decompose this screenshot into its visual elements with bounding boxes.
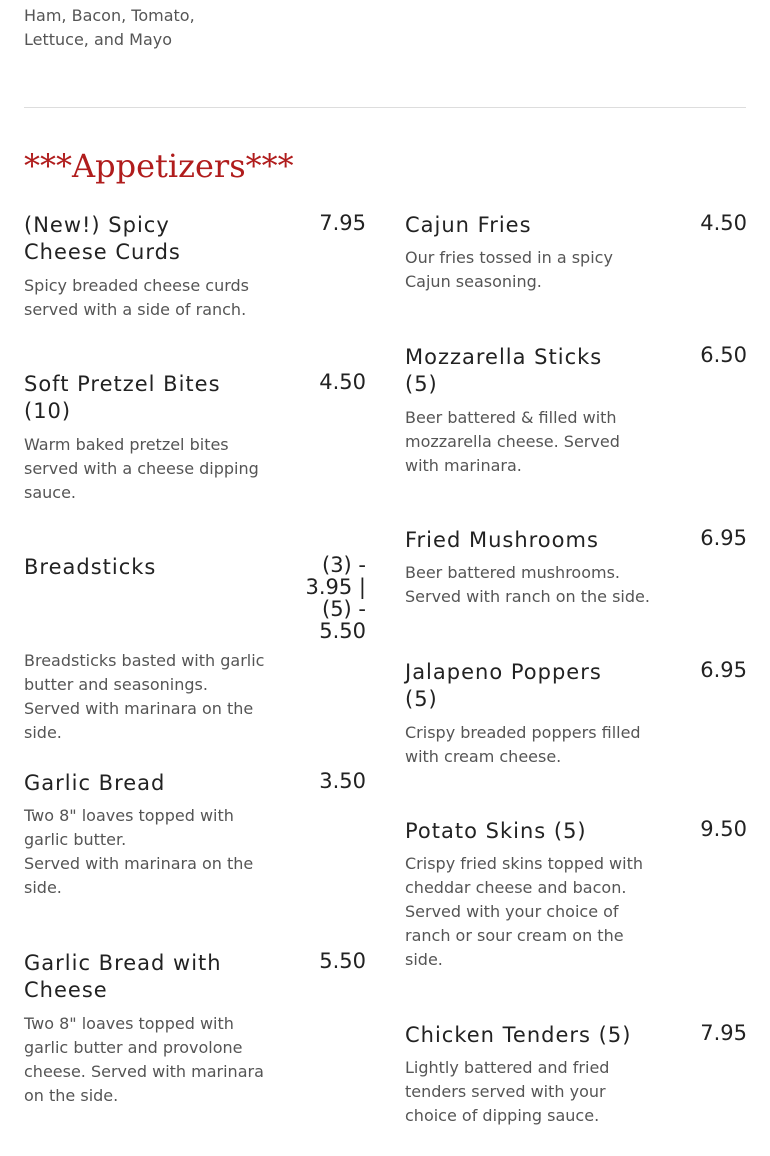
item-price: 7.95	[700, 1021, 747, 1045]
item-description: Two 8" loaves topped with garlic butter. Served with marinara on the side.	[24, 806, 254, 897]
item-price: 7.95	[319, 211, 366, 235]
item-description: Crispy fried skins topped with cheddar cheese and bacon. Served with your choice of ranch or sour cream on the side.	[405, 854, 643, 969]
item-price: 5.50	[319, 949, 366, 973]
item-description: Our fries tossed in a spicy Cajun seasoning.	[405, 248, 613, 291]
item-description: Beer battered & filled with mozzarella cheese. Served with marinara.	[405, 408, 620, 475]
item-description: Two 8" loaves topped with garlic butter and provolone cheese. Served with marinara on the side.	[24, 1014, 264, 1105]
item-description: Breadsticks basted with garlic butter and seasonings. Served with marinara on the side.	[24, 651, 265, 742]
section-title: ***Appetizers***	[24, 147, 294, 185]
item-description: Crispy breaded poppers filled with cream cheese.	[405, 723, 641, 766]
item-price: 4.50	[700, 211, 747, 235]
item-name: Fried Mushrooms	[405, 528, 599, 552]
item-name: Garlic Bread with Cheese	[24, 951, 222, 1002]
item-price: 4.50	[319, 370, 366, 394]
item-price: 9.50	[700, 817, 747, 841]
item-name: Jalapeno Poppers (5)	[405, 660, 602, 711]
item-description: Lightly battered and fried tenders served with your choice of dipping sauce.	[405, 1058, 610, 1125]
item-price: 6.95	[700, 526, 747, 550]
item-name: Chicken Tenders (5)	[405, 1023, 632, 1047]
item-price: 6.50	[700, 343, 747, 367]
item-name: Soft Pretzel Bites (10)	[24, 372, 221, 423]
item-name: Garlic Bread	[24, 771, 166, 795]
item-price: (3) - 3.95 | (5) - 5.50	[305, 553, 366, 643]
item-price: 3.50	[319, 769, 366, 793]
item-description: Beer battered mushrooms. Served with ranch on the side.	[405, 563, 650, 606]
section-divider	[24, 107, 746, 108]
item-name: Breadsticks	[24, 555, 157, 579]
previous-item-description: Ham, Bacon, Tomato, Lettuce, and Mayo	[24, 6, 195, 49]
item-price: 6.95	[700, 658, 747, 682]
item-description: Warm baked pretzel bites served with a cheese dipping sauce.	[24, 435, 259, 502]
item-name: Mozzarella Sticks (5)	[405, 345, 603, 396]
item-description: Spicy breaded cheese curds served with a side of ranch.	[24, 276, 249, 319]
item-name: Cajun Fries	[405, 213, 532, 237]
item-name: (New!) Spicy Cheese Curds	[24, 213, 181, 264]
item-name: Potato Skins (5)	[405, 819, 587, 843]
